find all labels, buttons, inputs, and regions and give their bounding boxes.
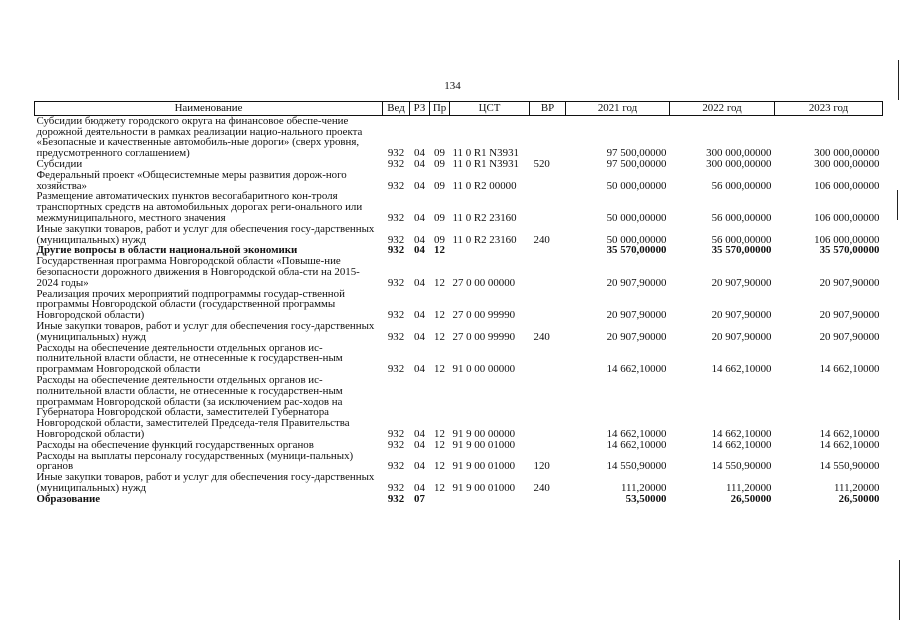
cell-ved: 932: [387, 211, 405, 224]
cell-vr: [530, 494, 566, 505]
cell-y2023: 20 907,90000: [819, 309, 880, 322]
cell-y2023: 106 000,00000: [814, 233, 880, 246]
scan-mark: [899, 560, 900, 620]
cell-ved: 932: [387, 460, 405, 473]
table-row: [35, 224, 883, 246]
cell-vr: 120: [533, 460, 550, 473]
cell-y2023: 300 000,00000: [814, 147, 880, 160]
cell-y2023: 14 662,10000: [819, 427, 880, 440]
cell-name: Субсидии бюджету городского округа на финансовое обеспе-чение дорожной деятельности в рамках реализации нацио-нального проекта «Безопасные и качественные автомобиль-ные дороги» (сверх уровня, предусмотренного соглашением): [36, 114, 363, 160]
cell-y2022: 35 570,00000: [711, 244, 772, 257]
cell-ved: 932: [387, 330, 405, 343]
cell-rz: 04: [414, 211, 425, 224]
cell-y2023: 20 907,90000: [819, 276, 880, 289]
cell-ved: 932: [387, 481, 405, 494]
table-row: [35, 343, 883, 375]
cell-ved: 932: [387, 276, 405, 289]
cell-name: Иные закупки товаров, работ и услуг для обеспечения госу-дарственных (муниципальных) нужд: [36, 471, 375, 494]
cell-pr: 12: [434, 276, 445, 289]
header-2021: 2021 год: [566, 102, 670, 116]
cell-y2021: 50 000,00000: [606, 211, 667, 224]
cell-ved: 932: [387, 147, 405, 160]
cell-y2022: 56 000,00000: [711, 179, 772, 192]
cell-ved: 932: [387, 244, 405, 257]
cell-cst: 11 0 R2 23160: [452, 211, 517, 224]
cell-pr: 12: [434, 309, 445, 322]
cell-rz: 04: [414, 363, 425, 376]
cell-pr: [430, 494, 450, 505]
cell-vr: 240: [533, 481, 550, 494]
cell-pr: 12: [434, 481, 445, 494]
cell-y2022: 56 000,00000: [711, 211, 772, 224]
header-2022: 2022 год: [670, 102, 775, 116]
cell-name: Государственная программа Новгородской области «Повыше-ние безопасности дорожного движения в Новгородской обла-сти на 2015-2024 годы»: [36, 255, 360, 289]
cell-name: Федеральный проект «Общесистемные меры развития дорож-ного хозяйства»: [36, 168, 347, 192]
cell-y2022: 14 662,10000: [711, 363, 772, 376]
header-cst: ЦСТ: [450, 102, 530, 116]
table-row: [35, 191, 883, 223]
cell-vr: [530, 440, 566, 451]
table-row: [35, 115, 883, 159]
cell-vr: 240: [533, 233, 550, 246]
cell-y2022: 14 662,10000: [711, 427, 772, 440]
table-row: [35, 451, 883, 473]
cell-rz: 04: [414, 460, 425, 473]
cell-name: Субсидии: [36, 157, 83, 170]
page-number: 134: [444, 80, 461, 92]
table-row: [35, 289, 883, 321]
cell-y2022: 20 907,90000: [711, 276, 772, 289]
cell-y2021: 97 500,00000: [606, 147, 667, 160]
cell-name: Другие вопросы в области национальной экономики: [36, 244, 298, 257]
cell-y2022: 111,20000: [726, 481, 772, 494]
cell-rz: 04: [414, 244, 425, 257]
header-rz: РЗ: [410, 102, 430, 116]
cell-y2021: 20 907,90000: [606, 330, 667, 343]
cell-ved: 932: [387, 438, 405, 451]
cell-name: Реализация прочих мероприятий подпрограммы государ-ственной программы Новгородской области (государственной программы Новгородской области): [36, 287, 345, 322]
cell-vr: 520: [533, 157, 550, 170]
header-name: Наименование: [35, 102, 383, 116]
cell-cst: [450, 494, 530, 505]
cell-cst: 11 0 R1 N3931: [452, 147, 519, 160]
cell-rz: 04: [414, 179, 425, 192]
cell-pr: 09: [434, 147, 445, 160]
cell-name: Расходы на обеспечение деятельности отдельных органов ис-полнительной власти области, не отнесенные к государствен-ным программам Новгородской области: [36, 341, 343, 376]
cell-y2021: 20 907,90000: [606, 309, 667, 322]
cell-y2021: 111,20000: [621, 481, 667, 494]
cell-y2021: 14 662,10000: [606, 427, 667, 440]
cell-vr: [530, 245, 566, 256]
cell-y2022: 14 662,10000: [711, 438, 772, 451]
cell-rz: 04: [414, 330, 425, 343]
cell-y2023: 20 907,90000: [819, 330, 880, 343]
cell-cst: 91 9 00 00000: [452, 427, 516, 440]
cell-y2023: 106 000,00000: [814, 179, 880, 192]
cell-ved: 932: [387, 363, 405, 376]
cell-pr: 09: [434, 179, 445, 192]
table-row: [35, 494, 883, 505]
cell-rz: 04: [414, 309, 425, 322]
cell-name: Иные закупки товаров, работ и услуг для обеспечения госу-дарственных (муниципальных) нужд: [36, 319, 375, 343]
cell-pr: 12: [434, 330, 445, 343]
cell-y2021: 35 570,00000: [606, 244, 667, 257]
cell-name: Расходы на обеспечение деятельности отдельных органов ис-полнительной власти области, не отнесенные к государствен-ным программам Новгородской области (за исключением рас-ходов на Губернатора Новгородской области, заместителей Губернатора Новгородской области, заместителей Председа-теля Правительства Новгородской области): [36, 373, 350, 440]
cell-vr: [530, 256, 566, 288]
cell-cst: 11 0 R1 N3931: [452, 157, 519, 170]
cell-vr: [530, 343, 566, 375]
budget-table: [34, 101, 883, 504]
cell-rz: 04: [414, 438, 425, 451]
cell-ved: 932: [387, 427, 405, 440]
table-row: [35, 472, 883, 494]
cell-name: Расходы на обеспечение функций государственных органов: [36, 438, 314, 451]
cell-y2023: 300 000,00000: [814, 157, 880, 170]
cell-pr: 09: [434, 157, 445, 170]
header-vr: ВР: [530, 102, 566, 116]
cell-pr: 12: [434, 244, 445, 257]
cell-cst: 11 0 R2 00000: [452, 179, 517, 192]
cell-y2021: 97 500,00000: [606, 157, 667, 170]
cell-rz: 07: [414, 492, 425, 505]
cell-rz: 04: [414, 481, 425, 494]
cell-y2022: 20 907,90000: [711, 330, 772, 343]
cell-pr: 09: [434, 233, 445, 246]
cell-y2023: 14 662,10000: [819, 363, 880, 376]
cell-y2022: 56 000,00000: [711, 233, 772, 246]
table-body: [35, 115, 883, 504]
cell-pr: 12: [434, 460, 445, 473]
cell-y2022: 26,50000: [730, 492, 772, 505]
cell-cst: 27 0 00 00000: [452, 276, 516, 289]
cell-ved: 932: [387, 157, 405, 170]
cell-y2021: 20 907,90000: [606, 276, 667, 289]
cell-cst: 91 9 00 01000: [452, 460, 516, 473]
header-pr: Пр: [430, 102, 450, 116]
table-row: [35, 375, 883, 440]
cell-cst: [450, 245, 530, 256]
cell-cst: 91 9 00 01000: [452, 438, 516, 451]
cell-y2021: 14 550,90000: [606, 460, 667, 473]
cell-cst: 11 0 R2 23160: [452, 233, 517, 246]
cell-cst: 27 0 00 99990: [452, 330, 516, 343]
cell-rz: 04: [414, 233, 425, 246]
cell-name: Размещение автоматических пунктов весогабаритного кон-троля транспортных средств на автомобильных дорогах реги-онального или межмуниципального, местного значения: [36, 190, 363, 224]
table-row: [35, 321, 883, 343]
scan-mark: [898, 60, 899, 100]
cell-ved: 932: [387, 179, 405, 192]
cell-vr: [530, 375, 566, 440]
cell-pr: 12: [434, 438, 445, 451]
cell-y2023: 35 570,00000: [819, 244, 880, 257]
cell-cst: 27 0 00 99990: [452, 309, 516, 322]
cell-vr: [530, 191, 566, 223]
table-header: [35, 102, 883, 116]
cell-rz: 04: [414, 427, 425, 440]
cell-vr: 240: [533, 330, 550, 343]
scan-mark: [897, 190, 898, 220]
cell-rz: 04: [414, 147, 425, 160]
cell-y2022: 20 907,90000: [711, 309, 772, 322]
cell-rz: 04: [414, 157, 425, 170]
table-row: [35, 440, 883, 451]
cell-y2023: 111,20000: [834, 481, 880, 494]
cell-name: Иные закупки товаров, работ и услуг для обеспечения госу-дарственных (муниципальных) нужд: [36, 222, 375, 246]
cell-vr: [530, 289, 566, 321]
cell-ved: 932: [387, 492, 405, 505]
cell-name: Расходы на выплаты персоналу государственных (муници-пальных) органов: [36, 449, 354, 473]
cell-y2021: 53,50000: [625, 492, 667, 505]
cell-y2023: 26,50000: [838, 492, 880, 505]
cell-name: Образование: [36, 492, 101, 505]
cell-y2022: 300 000,00000: [706, 157, 772, 170]
cell-y2021: 14 662,10000: [606, 363, 667, 376]
cell-y2021: 14 662,10000: [606, 438, 667, 451]
cell-rz: 04: [414, 276, 425, 289]
cell-y2023: 14 662,10000: [819, 438, 880, 451]
cell-vr: [530, 170, 566, 192]
cell-y2021: 50 000,00000: [606, 179, 667, 192]
cell-vr: [530, 115, 566, 159]
cell-y2022: 14 550,90000: [711, 460, 772, 473]
cell-cst: 91 9 00 01000: [452, 481, 516, 494]
table-row: [35, 256, 883, 288]
cell-pr: 12: [434, 363, 445, 376]
cell-cst: 91 0 00 00000: [452, 363, 516, 376]
header-2023: 2023 год: [775, 102, 883, 116]
cell-pr: 09: [434, 211, 445, 224]
cell-ved: 932: [387, 233, 405, 246]
cell-y2023: 106 000,00000: [814, 211, 880, 224]
cell-y2023: 14 550,90000: [819, 460, 880, 473]
cell-pr: 12: [434, 427, 445, 440]
cell-ved: 932: [387, 309, 405, 322]
cell-y2022: 300 000,00000: [706, 147, 772, 160]
table-row: [35, 170, 883, 192]
cell-y2021: 50 000,00000: [606, 233, 667, 246]
header-ved: Вед: [383, 102, 410, 116]
